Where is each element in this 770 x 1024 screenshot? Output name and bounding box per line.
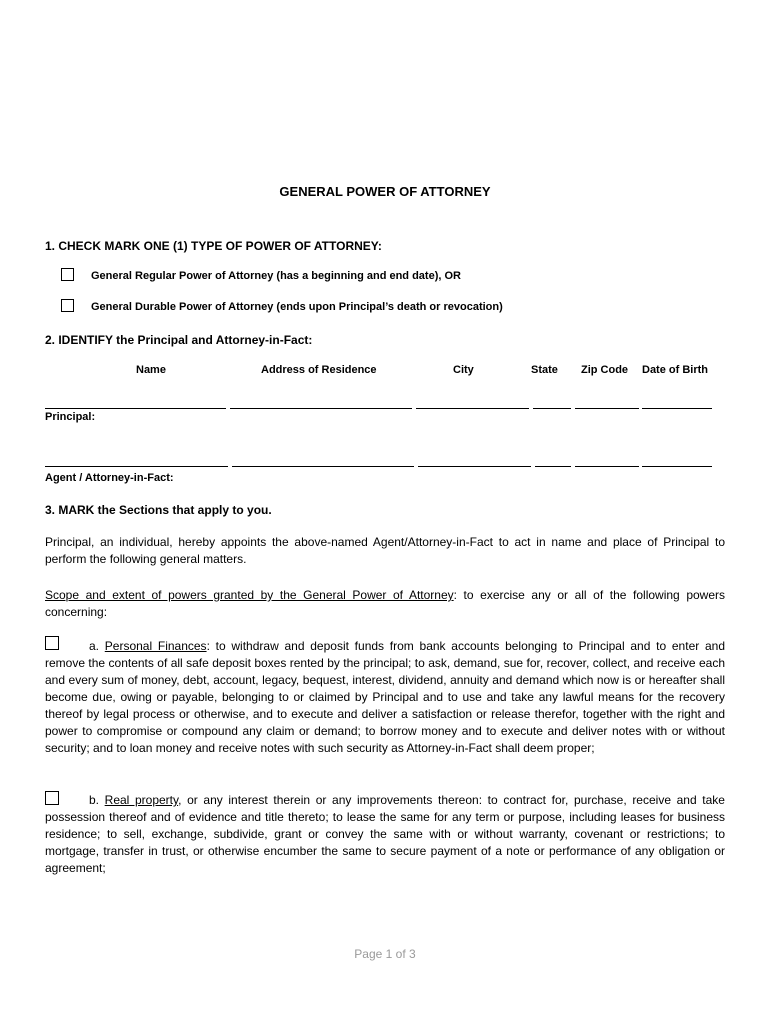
agent-dob-field[interactable] [642,466,712,467]
section-3-heading: 3. MARK the Sections that apply to you. [45,503,272,517]
column-date-of-birth: Date of Birth [642,364,708,376]
scope-paragraph [45,587,725,621]
page-number: Page 1 of 3 [354,947,416,961]
agent-city-field[interactable] [418,466,531,467]
item-b-term: Real property [104,793,179,807]
item-a-prefix: a. [89,639,105,653]
principal-label: Principal: [45,411,96,423]
real-property-paragraph [45,792,725,877]
durable-poa-label: General Durable Power of Attorney (ends upon Principal’s death or revocation) [91,301,503,313]
column-state: State [531,364,558,376]
agent-state-field[interactable] [535,466,571,467]
agent-label: Agent / Attorney-in-Fact: [45,472,174,484]
principal-zip-field[interactable] [575,408,639,409]
principal-dob-field[interactable] [642,408,712,409]
appointment-paragraph: Principal, an individual, hereby appoints the above-named Agent/Attorney-in-Fact to act in name and place of Principal to perform the following general matters. [45,535,725,566]
agent-address-field[interactable] [232,466,414,467]
column-zip-code: Zip Code [581,364,629,376]
column-name: Name [136,364,166,376]
agent-zip-field[interactable] [575,466,639,467]
section-1-heading: 1. CHECK MARK ONE (1) TYPE OF POWER OF ATTORNEY: [45,239,382,253]
principal-state-field[interactable] [533,408,571,409]
scope-heading-text: Scope and extent of powers granted by the General Power of Attorney [45,588,454,602]
principal-address-field[interactable] [230,408,412,409]
document-title: GENERAL POWER OF ATTORNEY [279,184,491,199]
item-a-term: Personal Finances [104,639,207,653]
item-a-text: : to withdraw and deposit funds from bank accounts belonging to Principal and to enter and remove the contents of all safe deposit boxes rented by the principal; to ask, demand, sue for, recover, collect, and receive each and every sum of money, debt, account, legacy, bequest, interest, dividend, annuity and demand which now is or hereafter shall become due, owing or payable, belonging to or claimed by Principal and to use and take any lawful means for the recovery thereof by legal process or otherwise, and to execute and deliver a satisfaction or release therefor, together with the right and power to compromise or compound any claim or demand; to borrow money and to execute and deliver notes with or without security; and to loan money and receive notes with such security as Attorney-in-Fact shall deem proper; [45,639,726,755]
agent-name-field[interactable] [45,466,228,467]
column-address: Address of Residence [261,364,377,376]
column-city: City [453,364,474,376]
personal-finances-paragraph [45,638,725,757]
scope-rest-text: : to exercise any or all of the following powers concerning: [45,588,725,619]
principal-name-field[interactable] [45,408,226,409]
item-b-text: , or any interest therein or any improvements thereon: to contract for, purchase, receive and take possession thereof and of evidence and title thereto; to lease the same for any term or purpose, including leases for business residence; to sell, exchange, subdivide, grant or convey the same with or without warranty, covenant or restrictions; to mortgage, transfer in trust, or otherwise encumber the same to secure payment of a note or performance of any obligation or agreement; [45,793,725,875]
section-2-heading: 2. IDENTIFY the Principal and Attorney-in-Fact: [45,333,313,347]
item-b-prefix: b. [89,793,105,807]
durable-poa-checkbox[interactable] [61,299,74,312]
principal-city-field[interactable] [416,408,529,409]
regular-poa-checkbox[interactable] [61,268,74,281]
regular-poa-label: General Regular Power of Attorney (has a beginning and end date), OR [91,270,461,282]
